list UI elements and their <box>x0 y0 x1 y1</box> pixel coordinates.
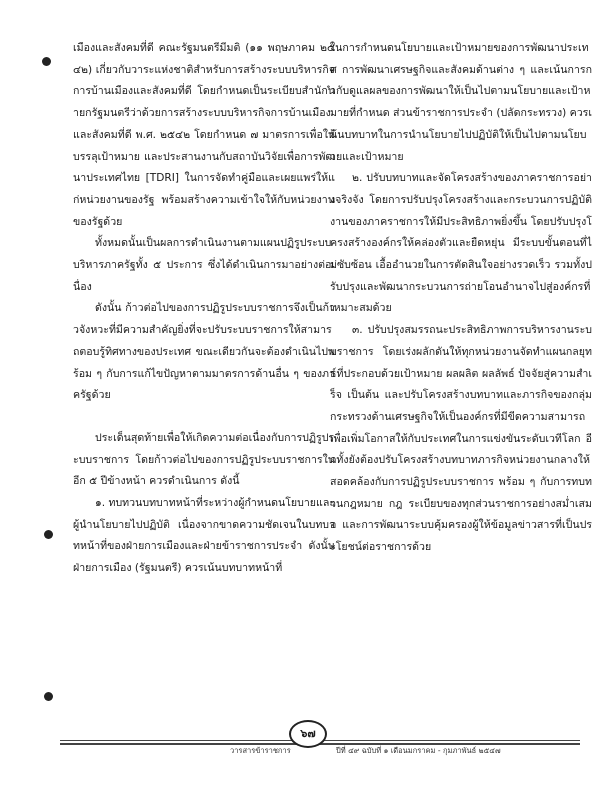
paragraph-good-governance: เมืองและสังคมที่ดี คณะรัฐมนตรีมีมติ (๑๑ พฤษภาคม ๒๕๔๒) เกี่ยวกับวาระแห่งชาติสำหรับการสร้างระบบบริหารกิจการบ้านเมืองและสังคมที่ดี โดยกำหนดเป็นระเบียบสำนักนายกรัฐมนตรีว่าด้วยการสร้างระบบบริหารกิจการบ้านเมืองและสังคมที่ดี พ.ศ. ๒๕๔๒ โดยกำหนด ๗ มาตรการเพื่อให้บรรลุเป้าหมาย และประสานงานกับสถาบันวิจัยเพื่อการพัฒนาประเทศไทย [TDRI] ในการจัดทำคู่มือและเผยแพร่ให้แก่หน่วยงานของรัฐ พร้อมสร้างความเข้าใจให้กับหน่วยงานของรัฐด้วย <box>73 42 335 228</box>
item-1-review-roles: ๑. ทบทวนบทบาทหน้าที่ระหว่างผู้กำหนดนโยบายและผู้นำนโยบายไปปฏิบัติ เนื่องจากขาดความชัดเจนในบทบาทหน้าที่ของฝ่ายการเมืองและฝ่ายข้าราชการประจำ ดังนั้น ฝ่ายการเมือง (รัฐมนตรี) ควรเน้นบทบาทหน้าที่ <box>73 497 335 575</box>
paragraph-five-reforms: ทั้งหมดนั้นเป็นผลการดำเนินงานตามแผนปฏิรูประบบบริหารภาครัฐทั้ง ๕ ประการ ซึ่งได้ดำเนินการมาอย่างต่อเนื่อง <box>73 237 335 293</box>
left-column <box>73 38 335 580</box>
paragraph-next-step: ดังนั้น ก้าวต่อไปของการปฏิรูประบบราชการจึงเป็นก้าวจังหวะที่มีความสำคัญยิ่งที่จะปรับระบบราชการให้สามารถตอบรู้ทิศทางของประเทศ ขณะเดียวกันจะต้องดำเนินไปพร้อม ๆ กับการแก้ไขปัญหาตามมาตรการด้านอื่น ๆ ของภาครัฐด้วย <box>73 302 335 402</box>
journal-name: วารสารข้าราชการ <box>230 746 291 755</box>
binder-hole-bottom <box>44 692 53 701</box>
binder-hole-top <box>42 57 51 66</box>
paragraph-final-issue: ประเด็นสุดท้ายเพื่อให้เกิดความต่อเนื่องกับการปฏิรูประบบราชการ โดยก้าวต่อไปของการปฏิรูประบบราชการในอีก ๕ ปีข้างหน้า ควรดำเนินการ ดังนี้ <box>73 431 335 488</box>
issue-info: ปีที่ ๔๙ ฉบับที่ ๑ เดือนมกราคม - กุมภาพันธ์ ๒๕๔๗ <box>336 746 501 755</box>
item-2-restructure: ๒. ปรับบทบาทและจัดโครงสร้างของภาคราชการอย่างจริงจัง โดยการปรับปรุงโครงสร้างและกระบวนการปฏิบัติงานของภาคราชการให้มีประสิทธิภาพยิ่งขึ้น โดยปรับปรุงโครงสร้างองค์กรให้คล่องตัวและยืดหยุ่น มีระบบขั้นตอนที่ไม่ซับซ้อน เอื้ออำนวยในการตัดสินใจอย่างรวดเร็ว รวมทั้งปรับปรุงและพัฒนากระบวนการถ่ายโอนอำนาจไปสู่องค์กรที่เหมาะสมด้วย <box>330 172 592 315</box>
item-1-continued: ในการกำหนดนโยบายและเป้าหมายของการพัฒนาประเทศ การพัฒนาเศรษฐกิจและสังคมด้านต่าง ๆ และเน้นการกำกับดูแลผลของการพัฒนาให้เป็นไปตามนโยบายและเป้าหมายที่กำหนด ส่วนข้าราชการประจำ (ปลัดกระทรวง) ควรเน้นบทบาทในการนำนโยบายไปปฏิบัติให้เป็นไปตามนโยบายและเป้าหมาย <box>330 42 592 163</box>
right-column <box>330 38 592 559</box>
binder-hole-middle <box>44 530 53 539</box>
page-number: ๖๗ <box>289 720 327 748</box>
item-3-performance: ๓. ปรับปรุงสมรรถนะประสิทธิภาพการบริหารงานระบบราชการ โดยเร่งผลักดันให้ทุกหน่วยงานจัดทำแผนกลยุทธ์ที่ประกอบด้วยเป้าหมาย ผลผลิต ผลลัพธ์ ปัจจัยสู่ความสำเร็จ เป็นต้น และปรับโครงสร้างบทบาทและภารกิจของกลุ่มกระทรวงด้านเศรษฐกิจให้เป็นองค์กรที่มีขีดความสามารถ เพื่อเพิ่มโอกาสให้กับประเทศในการแข่งขันระดับเวทีโลก อีกทั้งยังต้องปรับโครงสร้างบทบาทภารกิจหน่วยงานกลางให้สอดคล้องกับการปฏิรูประบบราชการ พร้อม ๆ กับการทบทวนกฎหมาย กฎ ระเบียบของทุกส่วนราชการอย่างสม่ำเสมอ และการพัฒนาระบบคุ้มครองผู้ให้ข้อมูลข่าวสารที่เป็นประโยชน์ต่อราชการด้วย <box>330 324 592 554</box>
